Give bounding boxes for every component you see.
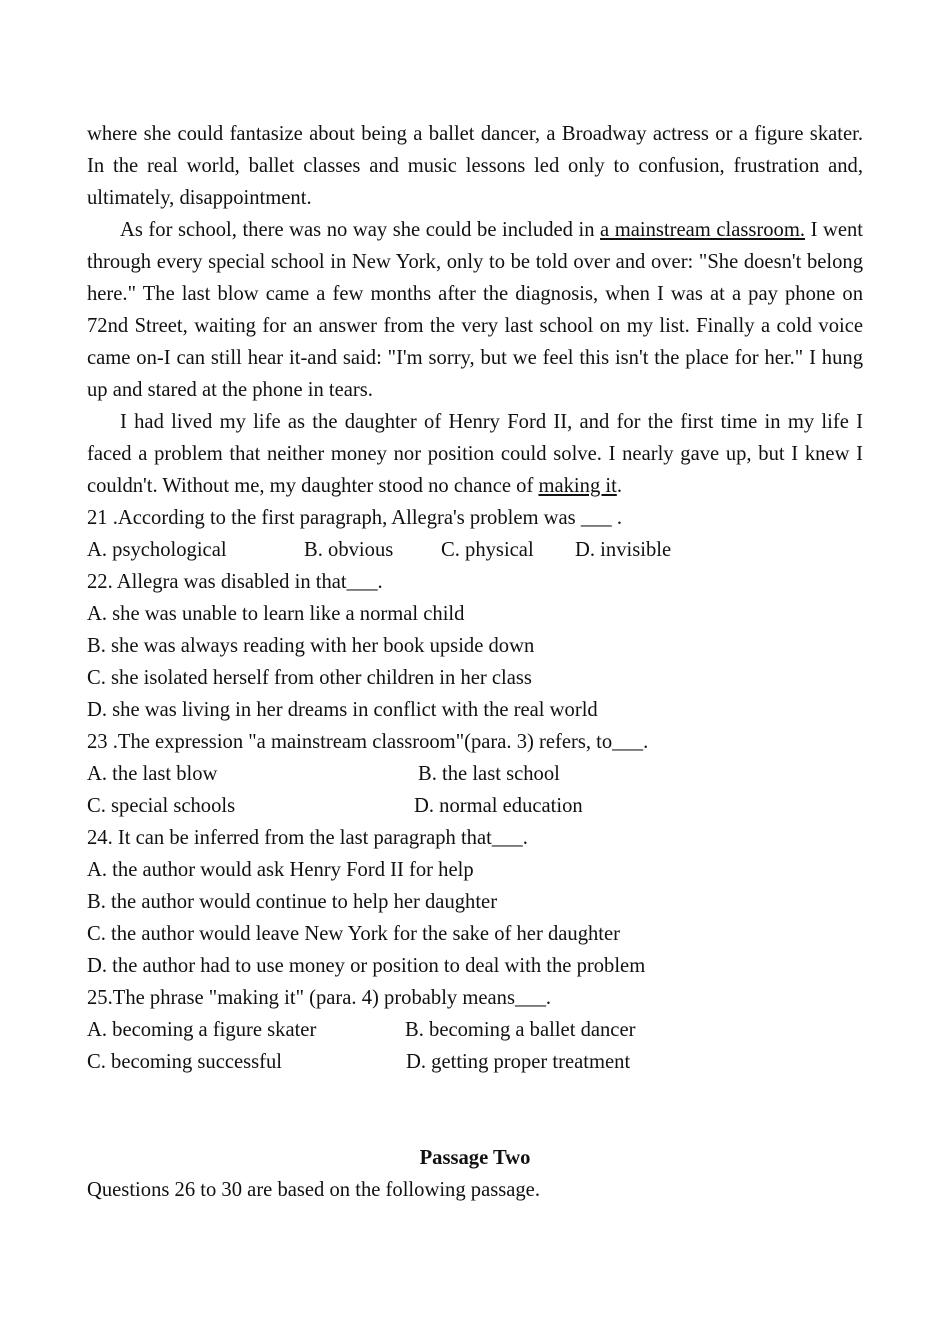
question-24-option-b: B. the author would continue to help her daughter — [87, 891, 498, 913]
paragraph-3-end: . — [616, 475, 622, 497]
question-23-options-row-2 — [87, 790, 863, 822]
question-25-option-d: D. getting proper treatment — [406, 1051, 631, 1073]
paragraph-3-start: I had lived my life as the daughter of Henry Ford II, and for the first time in my life I faced a problem that neither money nor position could solve. I nearly gave up, but I knew I couldn't. Without me, my daughter stood no chance of — [87, 411, 863, 497]
question-21-option-c: C. physical — [441, 539, 534, 561]
question-23-option-c: C. special schools — [87, 795, 236, 817]
question-22-option-b: B. she was always reading with her book upside down — [87, 635, 535, 657]
question-22-option-a: A. she was unable to learn like a normal child — [87, 603, 465, 625]
question-25-option-a: A. becoming a figure skater — [87, 1019, 317, 1041]
underlined-phrase-making-it: making it — [538, 475, 617, 497]
question-23-option-a: A. the last blow — [87, 763, 218, 785]
question-25-stem: 25.The phrase "making it" (para. 4) probably means___. — [87, 987, 552, 1009]
question-23-option-d: D. normal education — [414, 795, 583, 817]
underlined-phrase-mainstream-classroom: a mainstream classroom. — [600, 219, 806, 241]
question-23-option-b: B. the last school — [418, 763, 560, 785]
paragraph-2 — [87, 214, 863, 406]
section-spacer — [87, 1078, 863, 1142]
question-25-options-row-1 — [87, 1014, 863, 1046]
document-page — [87, 118, 863, 1206]
question-24-option-d: D. the author had to use money or position to deal with the problem — [87, 955, 646, 977]
question-21-stem: 21 .According to the first paragraph, Allegra's problem was ___ . — [87, 507, 623, 529]
paragraph-2-start: As for school, there was no way she could be included in — [120, 219, 601, 241]
question-24-option-c: C. the author would leave New York for the sake of her daughter — [87, 923, 621, 945]
question-24-option-a: A. the author would ask Henry Ford II for help — [87, 859, 474, 881]
question-21-option-b: B. obvious — [304, 539, 394, 561]
question-22-option-d: D. she was living in her dreams in conflict with the real world — [87, 699, 598, 721]
question-22-option-c: C. she isolated herself from other children in her class — [87, 667, 532, 689]
question-21-option-a: A. psychological — [87, 539, 227, 561]
passage-two-title: Passage Two — [419, 1147, 531, 1169]
question-23-options-row-1 — [87, 758, 863, 790]
paragraph-2-rest: I went through every special school in New York, only to be told over and over: "She doesn't belong here." The last blow came a few months after the diagnosis, when I was at a pay phone on 72nd Street, waiting for an answer from the very last school on my list. Finally a cold voice came on-I can still hear it-and said: "I'm sorry, but we feel this isn't the place for her." I hung up and stared at the phone in tears. — [87, 219, 863, 401]
question-25-option-b: B. becoming a ballet dancer — [405, 1019, 636, 1041]
question-25-option-c: C. becoming successful — [87, 1051, 283, 1073]
paragraph-1-continued: where she could fantasize about being a ballet dancer, a Broadway actress or a figure skater. In the real world, ballet classes and music lessons led only to confusion, frustration and, ultimately, disappointment. — [87, 123, 863, 209]
paragraph-3 — [87, 406, 863, 502]
question-23-stem: 23 .The expression "a mainstream classroom"(para. 3) refers, to___. — [87, 731, 649, 753]
question-22-stem: 22. Allegra was disabled in that___. — [87, 571, 383, 593]
question-25-options-row-2 — [87, 1046, 863, 1078]
question-21-options — [87, 534, 863, 566]
passage-two-intro: Questions 26 to 30 are based on the following passage. — [87, 1179, 540, 1201]
question-21-option-d: D. invisible — [575, 539, 672, 561]
question-24-stem: 24. It can be inferred from the last paragraph that___. — [87, 827, 528, 849]
